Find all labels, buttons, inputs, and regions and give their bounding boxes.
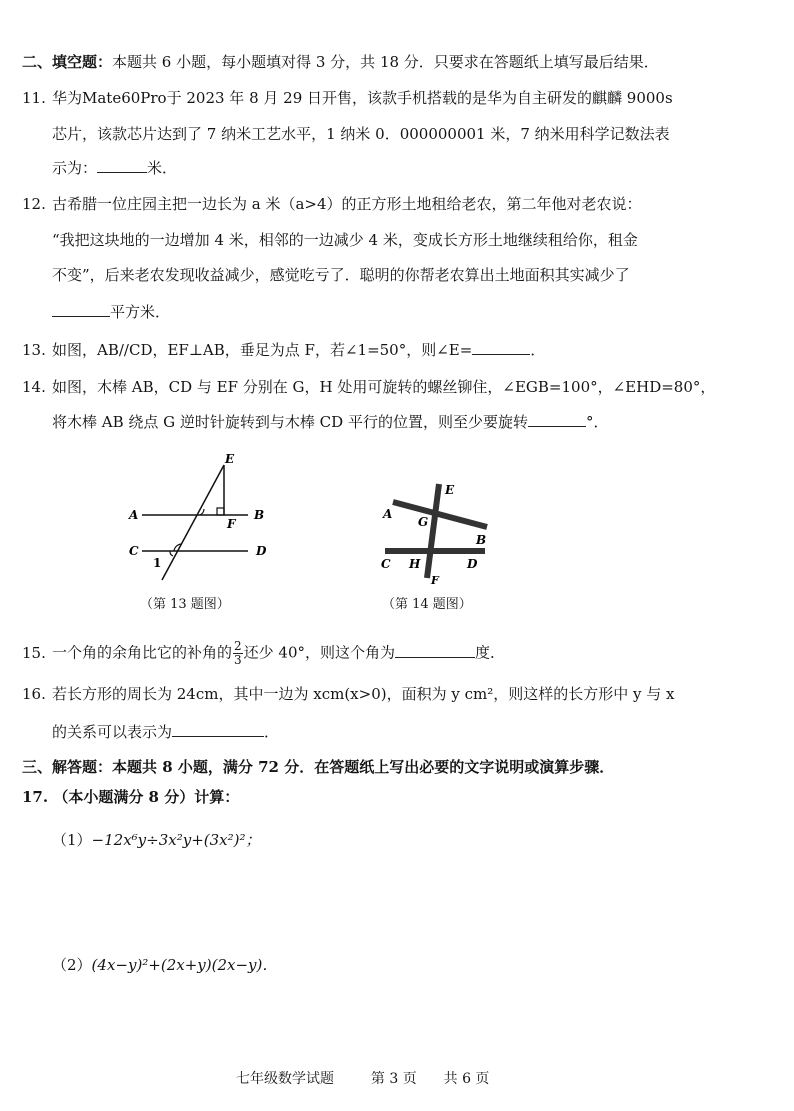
q17-part-2 (52, 955, 277, 975)
rod-ab (393, 502, 487, 527)
fig13-caption: （第 13 题图） (140, 597, 230, 612)
q15-frac-denominator: 3 (234, 653, 242, 667)
q16-line-2 (52, 722, 279, 742)
q14-number: 14. (22, 378, 46, 396)
fig13-label-e: E (225, 452, 235, 466)
fig14-label-a: A (383, 507, 393, 521)
q11-number: 11. (22, 89, 46, 107)
q13-answer-blank[interactable] (472, 340, 530, 355)
fig13-label-1: 1 (153, 556, 162, 570)
q13-text: 如图，AB//CD，EF⊥AB，垂足为点 F，若∠1=50°，则∠E= (52, 341, 473, 359)
q14-end: °． (585, 413, 609, 431)
q11-line-3 (52, 158, 177, 178)
q13-end: ． (530, 341, 546, 359)
q16-end: ． (264, 723, 280, 741)
q14-text-2: 将木棒 AB 绕点 G 逆时针旋转到与木棒 CD 平行的位置，则至少要旋转 (52, 413, 528, 431)
q12-number: 12. (22, 195, 46, 213)
q12-answer-blank[interactable] (52, 302, 110, 317)
q12-line-4 (52, 302, 170, 322)
section-2-intro: 本题共 6 小题，每小题填对得 3 分，共 18 分．只要求在答题纸上填写最后结果． (112, 53, 659, 71)
q15-fraction (233, 640, 243, 667)
q14-text-1: 如图，木棒 AB，CD 与 EF 分别在 G，H 处用可旋转的螺丝铆住，∠EGB=100°，∠EHD=80°， (52, 378, 716, 396)
footer-page: 第 3 页 (370, 1071, 417, 1087)
section-2-heading-line (22, 52, 659, 72)
q15-number: 15. (22, 643, 46, 662)
q12-line-3: 不变”，后来老农发现收益减少，感觉吃亏了．聪明的你帮老农算出土地面积其实减少了 (52, 266, 630, 284)
q12-line-2: “我把这块地的一边增加 4 米，相邻的一边减少 4 米，变成长方形土地继续租给你，租金 (52, 231, 638, 249)
figure-13 (120, 448, 280, 588)
q15-text-post: 度． (475, 643, 506, 662)
q17-title: 17. （本小题满分 8 分）计算： (22, 788, 240, 806)
section-2-heading: 二、填空题： (22, 53, 113, 71)
q11-text-1: 华为Mate60Pro于 2023 年 8 月 29 日开售，该款手机搭载的是华为自主研发的麒麟 9000s (52, 89, 673, 107)
right-angle-mark (217, 508, 224, 515)
fig14-caption: （第 14 题图） (382, 597, 472, 612)
q17-part-1 (52, 830, 261, 850)
section-3-heading: 三、解答题：本题共 8 小题，满分 72 分．在答题纸上写出必要的文字说明或演算步骤． (22, 758, 615, 776)
q13-number: 13. (22, 341, 46, 359)
q12-text-1: 古希腊一位庄园主把一边长为 a 米（a>4）的正方形土地租给老农，第二年他对老农说： (52, 195, 642, 213)
figure-14 (375, 478, 505, 588)
q16-number: 16. (22, 685, 46, 703)
q16-text-1: 若长方形的周长为 24cm，其中一边为 xcm(x>0)，面积为 y cm²，则这样的长方形中 y 与 x (52, 685, 675, 703)
fig14-label-h: H (409, 557, 421, 571)
q11-unit: 米． (147, 159, 178, 177)
q16-text-2: 的关系可以表示为 (52, 723, 173, 741)
fig14-label-g: G (418, 515, 429, 529)
rod-ef (427, 484, 439, 578)
q17-part-1-expression: −12x⁶y÷3x²y+(3x²)²； (91, 831, 261, 849)
q14-line-2 (52, 412, 608, 432)
q17-part-1-label: （1） (52, 831, 92, 849)
fig14-label-d: D (467, 557, 478, 571)
q12-unit: 平方米． (110, 303, 171, 321)
q11-line-2: 芯片，该款芯片达到了 7 纳米工艺水平，1 纳米 0．000000001 米，7 纳米用科学记数法表 (52, 125, 670, 143)
q13-line (22, 340, 545, 360)
q17-part-2-expression: (4x−y)²+(2x+y)(2x−y)． (91, 956, 278, 974)
q15-text-pre: 一个角的余角比它的补角的 (52, 643, 233, 662)
footer (236, 1068, 489, 1088)
transversal (162, 465, 224, 580)
q17-part-2-label: （2） (52, 956, 92, 974)
q16-line-1 (22, 684, 675, 704)
fig14-label-e: E (445, 483, 455, 497)
footer-total: 共 6 页 (443, 1071, 490, 1087)
footer-subject: 七年级数学试题 (236, 1071, 334, 1087)
fig13-label-d: D (256, 544, 267, 558)
q16-answer-blank[interactable] (172, 722, 264, 737)
q15-answer-blank[interactable] (395, 643, 475, 658)
fig13-label-c: C (129, 544, 139, 558)
q11-answer-blank[interactable] (97, 158, 147, 173)
q14-answer-blank[interactable] (528, 412, 586, 427)
fig13-label-f: F (227, 517, 236, 531)
fig14-label-b: B (476, 533, 487, 547)
fig13-label-a: A (129, 508, 139, 522)
fig14-label-f: F (431, 574, 439, 587)
q12-line-1 (22, 194, 642, 214)
q14-line-1 (22, 377, 715, 397)
q15-frac-numerator: 2 (234, 639, 242, 653)
q15-text-mid: 还少 40°，则这个角为 (243, 643, 396, 662)
fig13-label-b: B (254, 508, 265, 522)
fig14-label-c: C (381, 557, 391, 571)
q11-line-1 (22, 88, 673, 108)
q11-text-3: 示为： (52, 159, 98, 177)
q15-line (22, 640, 505, 667)
